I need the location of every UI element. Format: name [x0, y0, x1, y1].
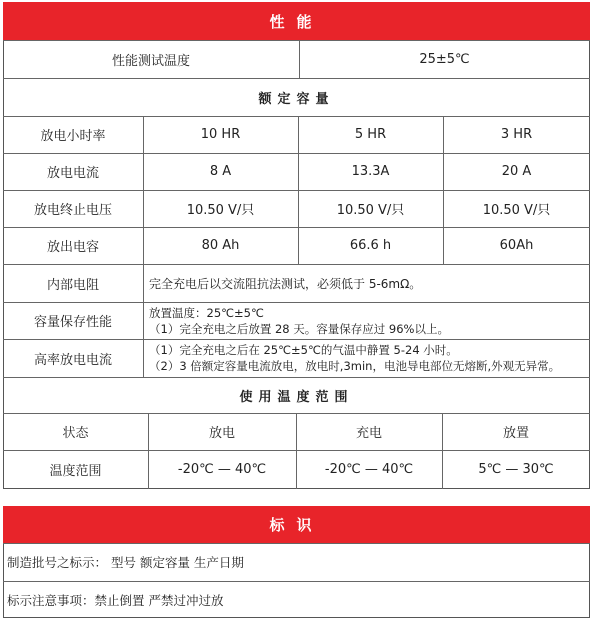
test-temp-label: 性能测试温度	[111, 53, 190, 69]
rated-capacity-title: 额定容量	[258, 91, 335, 107]
row-label: 放电小时率	[40, 129, 106, 144]
table-cell: 80 Ah	[201, 238, 240, 253]
retention-line: （1）完全充电之后放置 28 天。容量保存应过 96%以上。	[149, 322, 449, 336]
internal-resistance-text: 完全充电后以交流阻抗法测试，必须低于 5-6mΩ。	[149, 276, 422, 291]
high-rate-line: （1）完全充电之后在 25℃±5℃的气温中静置 5-24 小时。	[149, 343, 458, 357]
table-cell: 66.6 h	[349, 238, 392, 253]
retention-text	[143, 303, 590, 339]
range-cell: 5℃ — 30℃	[478, 462, 554, 477]
internal-resistance-label: 内部电阻	[46, 277, 99, 293]
table-cell: 10 HR	[200, 127, 241, 142]
table-cell: 60Ah	[499, 238, 534, 253]
state-cell: 充电	[355, 426, 382, 441]
range-cell: -20℃ — 40℃	[177, 462, 267, 477]
row-label: 放出电容	[46, 240, 99, 255]
retention-label: 容量保存性能	[33, 315, 112, 330]
table-cell: 10.50 V/只	[186, 203, 255, 218]
row-label: 放电电流	[46, 166, 99, 181]
marking-header: 标识	[3, 506, 590, 543]
row-label: 放电终止电压	[33, 203, 112, 218]
table-cell: 8 A	[209, 164, 232, 179]
notice-line: 标示注意事项：禁止倒置 严禁过冲过放	[7, 592, 224, 608]
high-rate-label: 高率放电电流	[33, 352, 112, 368]
batch-line: 制造批号之标示： 型号 额定容量 生产日期	[7, 555, 244, 570]
temp-range-title: 使用温度范围	[239, 389, 354, 405]
table-cell: 10.50 V/只	[482, 203, 551, 218]
table-cell: 20 A	[501, 164, 532, 179]
state-label: 状态	[62, 426, 89, 441]
high-rate-line: （2）3 倍额定容量电流放电，放电时,3min，电池导电部位无熔断,外观无异常。	[149, 359, 561, 373]
table-cell: 5 HR	[354, 127, 387, 142]
retention-line: 放置温度：25℃±5℃	[149, 306, 264, 320]
table-cell: 13.3A	[351, 164, 390, 179]
state-cell: 放置	[502, 426, 529, 441]
table-cell: 3 HR	[500, 127, 533, 142]
performance-header: 性能	[3, 2, 590, 40]
range-label: 温度范围	[49, 464, 102, 479]
high-rate-text	[143, 340, 590, 377]
table-cell: 10.50 V/只	[336, 203, 405, 218]
range-cell: -20℃ — 40℃	[324, 462, 414, 477]
test-temp-value: 25±5℃	[419, 51, 470, 67]
state-cell: 放电	[208, 426, 235, 441]
